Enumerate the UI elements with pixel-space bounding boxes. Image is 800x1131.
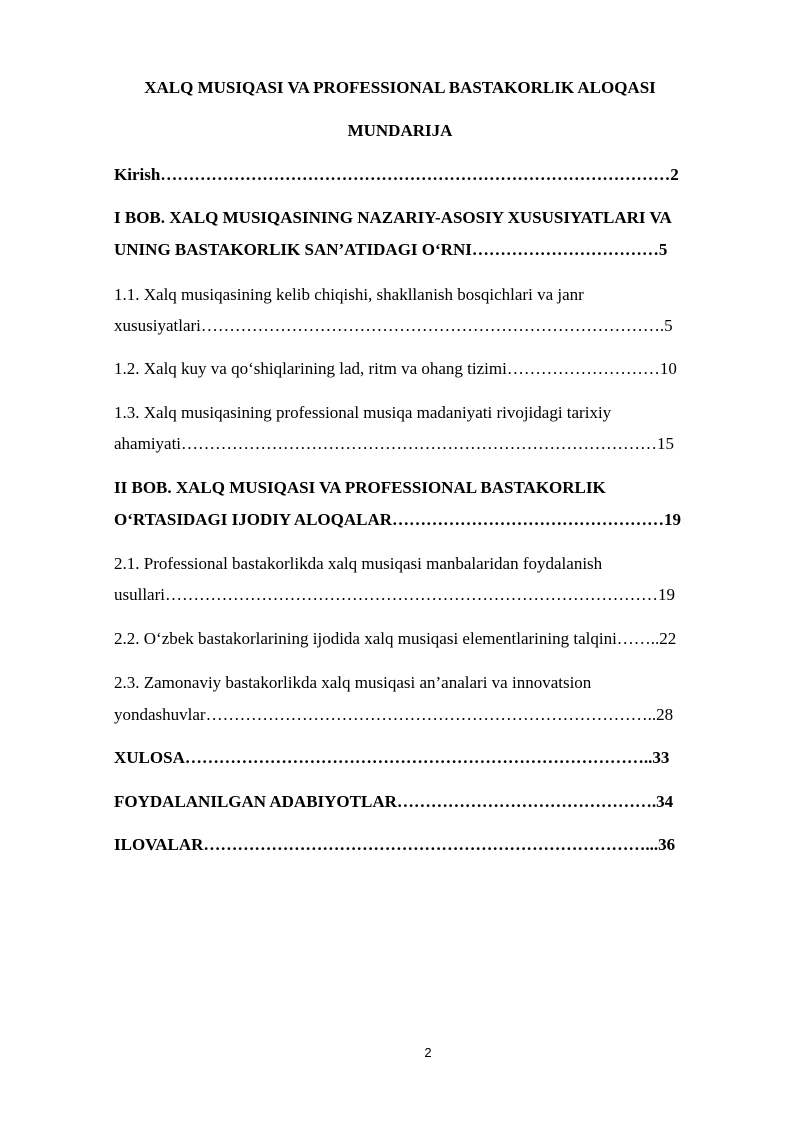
toc-heading: MUNDARIJA — [347, 121, 453, 140]
toc-section-1-2: 1.2. Xalq kuy va qo‘shiqlarining lad, ritm va ohang tizimi………………………10 — [114, 359, 677, 378]
toc-chapter-1-line-1: I BOB. XALQ MUSIQASINING NAZARIY-ASOSIY XUSUSIYATLARI VA — [114, 208, 672, 227]
toc-chapter-2-line-1: II BOB. XALQ MUSIQASI VA PROFESSIONAL BASTAKORLIK — [114, 478, 606, 497]
toc-entry-intro: Kirish………………………………………………………………………………2 — [114, 165, 679, 184]
toc-section-1-3-line-1: 1.3. Xalq musiqasining professional musiqa madaniyati rivojidagi tarixiy — [114, 403, 612, 422]
toc-section-2-1-line-2: usullari……………………………………………………………………………19 — [114, 585, 675, 604]
toc-entry-references: FOYDALANILGAN ADABIYOTLAR……………………………………….34 — [114, 792, 674, 811]
toc-section-2-3-line-1: 2.3. Zamonaviy bastakorlikda xalq musiqasi an’analari va innovatsion — [114, 673, 592, 692]
toc-section-2-2: 2.2. O‘zbek bastakorlarining ijodida xalq musiqasi elementlarining talqini……..22 — [114, 629, 677, 648]
toc-chapter-2-line-2: O‘RTASIDAGI IJODIY ALOQALAR…………………………………………19 — [114, 510, 682, 529]
toc-section-1-1-line-2: xususiyatlari……………………………………………………………………….5 — [114, 316, 673, 335]
toc-section-1-3-line-2: ahamiyati…………………………………………………………………………15 — [114, 434, 675, 453]
toc-chapter-1-line-2: UNING BASTAKORLIK SAN’ATIDAGI O‘RNI……………………………5 — [114, 240, 668, 259]
document-title: XALQ MUSIQASI VA PROFESSIONAL BASTAKORLIK ALOQASI — [144, 78, 656, 97]
page-number: 2 — [424, 1045, 432, 1060]
toc-section-2-1-line-1: 2.1. Professional bastakorlikda xalq musiqasi manbalaridan foydalanish — [114, 554, 603, 573]
toc-section-1-1-line-1: 1.1. Xalq musiqasining kelib chiqishi, shakllanish bosqichlari va janr — [114, 285, 584, 304]
toc-section-2-3-line-2: yondashuvlar……………………………………………………………………..28 — [114, 705, 674, 724]
toc-entry-appendix: ILOVALAR……………………………………………………………………...36 — [114, 835, 676, 854]
toc-entry-conclusion: XULOSA………………………………………………………………………..33 — [114, 748, 670, 767]
